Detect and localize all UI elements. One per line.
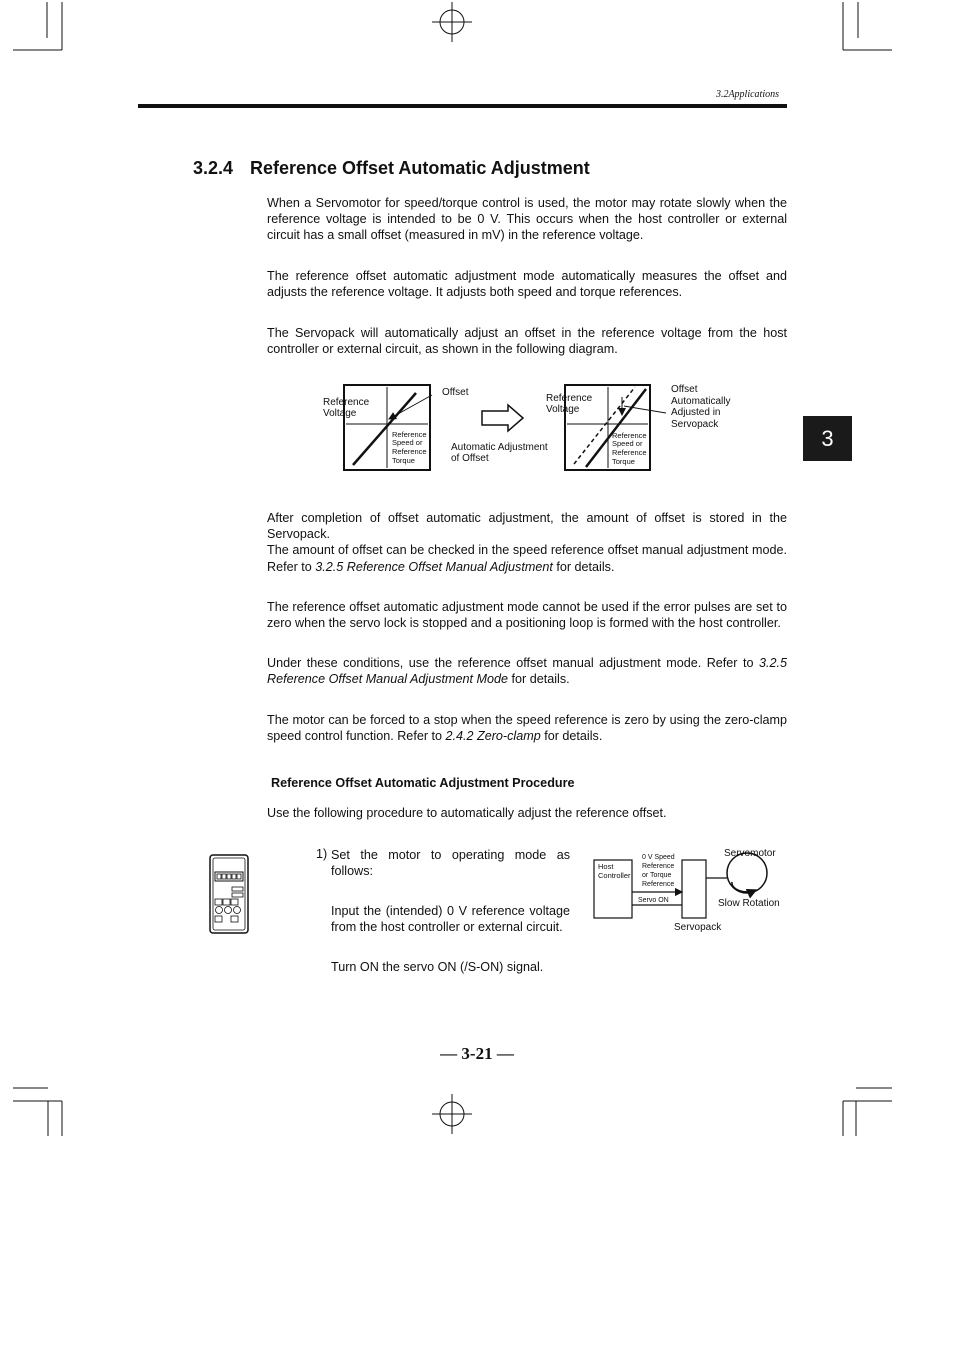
chapter-tab: 3 (803, 416, 852, 461)
offset-label: Offset (442, 387, 469, 398)
signal-label-3: or Torque (642, 872, 672, 879)
p6-text-end: for details. (508, 672, 570, 687)
right-ylabel-1: Reference (546, 393, 593, 404)
right-xlabel-1: Reference (612, 431, 647, 440)
servomotor-label: Servomotor (724, 848, 776, 859)
right-xlabel-4: Torque (612, 457, 635, 466)
paragraph-3: The Servopack will automatically adjust an offset in the reference voltage from the host controller or external circuit, as shown in the following diagram. (267, 326, 787, 357)
p4b-text-end: for details. (552, 559, 615, 574)
section-number: 3.2.4 (193, 158, 234, 178)
paragraph-4a: After completion of offset automatic adjustment, the amount of offset is stored in the Servopack. (267, 511, 787, 542)
left-graph (323, 385, 469, 470)
left-ylabel-1: Reference (323, 397, 370, 408)
procedure-subhead: Reference Offset Automatic Adjustment Procedure (271, 776, 575, 790)
running-head: 3.2Applications (715, 89, 779, 100)
section-title (193, 158, 590, 179)
header-rule (138, 104, 787, 108)
slow-rotation-label: Slow Rotation (718, 898, 780, 909)
right-xlabel-3: Reference (612, 448, 647, 457)
p4b-text: The amount of offset can be checked in the speed reference offset manual adjustment mode. Refer to (267, 543, 787, 574)
step-1-sub-1: Input the (intended) 0 V reference voltage from the host controller or external circuit. (331, 904, 570, 935)
right-xlabel-2: Speed or (612, 439, 643, 448)
paragraph-4b (267, 542, 787, 574)
host-label-1: Host (598, 862, 614, 871)
host-label-2: Controller (598, 871, 631, 880)
step-number: 1) (316, 847, 328, 861)
adjust-arrow (451, 405, 548, 464)
arrow-label-2: of Offset (451, 453, 489, 464)
p6-text: Under these conditions, use the reference offset manual adjustment mode. Refer to (267, 656, 759, 670)
signal-label-2: Reference (642, 863, 675, 870)
p7-reference: 2.4.2 Zero-clamp (445, 729, 541, 744)
servopack-label: Servopack (674, 922, 722, 933)
procedure-intro: Use the following procedure to automatically adjust the reference offset. (267, 806, 667, 820)
paragraph-4 (267, 510, 787, 575)
arrow-label-1: Automatic Adjustment (451, 442, 548, 453)
left-xlabel-2: Speed or (392, 438, 423, 447)
left-ylabel-2: Voltage (323, 408, 357, 419)
right-ylabel-2: Voltage (546, 404, 580, 415)
paragraph-7 (267, 712, 787, 744)
auto-label-1: Offset (671, 384, 698, 395)
p7-text-end: for details. (540, 729, 603, 744)
auto-label-3: Adjusted in (671, 407, 721, 418)
p7-text: The motor can be forced to a stop when the speed reference is zero by using the zero-clamp speed control function. Refer to (267, 713, 787, 744)
page-number: — 3-21 — (440, 1044, 514, 1063)
step-1-sub-2: Turn ON the servo ON (/S-ON) signal. (331, 960, 544, 974)
paragraph-1: When a Servomotor for speed/torque control is used, the motor may rotate slowly when the reference voltage is intended to be 0 V. This occurs when the host controller or external circuit has a small offset (measured in mV) in the reference voltage. (267, 196, 787, 243)
servo-system-diagram (590, 840, 800, 940)
left-xlabel-3: Reference (392, 447, 427, 456)
section-title-text: Reference Offset Automatic Adjustment (250, 158, 590, 178)
left-xlabel-4: Torque (392, 456, 415, 465)
signal-label-1: 0 V Speed (642, 854, 675, 861)
offset-diagram (310, 375, 760, 480)
paragraph-2: The reference offset automatic adjustment mode automatically measures the offset and adjusts the reference voltage. It adjusts both speed and torque references. (267, 269, 787, 300)
servo-on-label: Servo ON (638, 897, 669, 904)
auto-label-4: Servopack (671, 419, 719, 430)
servopack-box (682, 860, 706, 918)
p4b-reference: 3.2.5 Reference Offset Manual Adjustment (315, 559, 553, 574)
left-xlabel-1: Reference (392, 430, 427, 439)
paragraph-6 (267, 655, 787, 687)
p6-reference: 3.2.5 Reference Offset Manual Adjustment Mode (267, 656, 787, 687)
step-1-text: Set the motor to operating mode as follows: (331, 848, 570, 879)
digital-operator-icon (208, 853, 250, 935)
signal-label-4: Reference (642, 881, 675, 888)
paragraph-5: The reference offset automatic adjustment mode cannot be used if the error pulses are set to zero when the servo lock is stopped and a positioning loop is formed with the host controller. (267, 600, 787, 631)
auto-label-2: Automatically (671, 396, 731, 407)
right-graph (546, 384, 730, 470)
